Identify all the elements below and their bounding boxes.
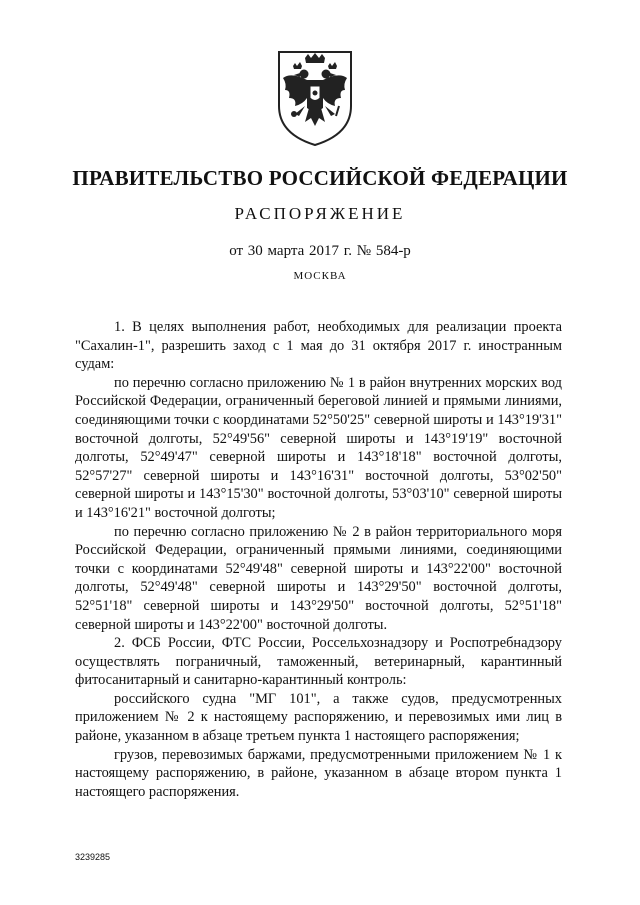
- paragraph-2: по перечню согласно приложению № 1 в район внутренних морских вод Российской Федерации, ограниченный береговой линией и прямыми линиями, соединяющими точки с координатами 52°50'25" северной широты и 143°19'31" восточной долготы, 52°49'56" северной широты и 143°19'19" восточной долготы, 52°49'47" северной широты и 143°18'18" восточной долготы, 52°57'27" северной широты и 143°16'31" восточной долготы, 53°02'50" северной широты и 143°15'30" восточной долготы, 53°03'10" северной широты и 143°16'21" восточной долготы;: [75, 374, 562, 521]
- government-title: ПРАВИТЕЛЬСТВО РОССИЙСКОЙ ФЕДЕРАЦИИ: [72, 166, 568, 190]
- document-body: [75, 318, 562, 801]
- document-type: РАСПОРЯЖЕНИЕ: [234, 204, 406, 223]
- document-date-number: от 30 марта 2017 г. № 584-р: [229, 243, 411, 259]
- russian-eagle-emblem-icon: [273, 48, 357, 148]
- paragraph-5: российского судна "МГ 101", а также судов, предусмотренных приложением № 2 к настоящему распоряжению, и перевозимых ими лиц в районе, указанном в абзаце третьем пункта 1 настоящего распоряжения;: [75, 690, 562, 745]
- document-city: МОСКВА: [293, 270, 347, 282]
- paragraph-4: 2. ФСБ России, ФТС России, Россельхознадзору и Роспотребнадзору осуществлять пограничный, таможенный, ветеринарный, карантинный фитосанитарный и санитарно-карантинный контроль:: [75, 635, 562, 689]
- paragraph-3: по перечню согласно приложению № 2 в район территориального моря Российской Федерации, ограниченный прямыми линиями, соединяющими точки с координатами 52°49'48" северной широты и 143°22'00" восточной долготы, 52°49'48" северной широты и 143°29'50" восточной долготы, 52°51'18" северной широты и 143°29'50" восточной долготы, 52°51'18" северной широты и 143°22'00" восточной долготы.: [75, 523, 562, 633]
- footer-document-code: 3239285: [75, 852, 111, 862]
- paragraph-6: грузов, перевозимых баржами, предусмотренными приложением № 1 к настоящему распоряжению, в районе, указанном в абзаце втором пункта 1 настоящего распоряжения.: [75, 746, 562, 800]
- paragraph-1: 1. В целях выполнения работ, необходимых для реализации проекта "Сахалин-1", разрешить заход с 1 мая до 31 октября 2017 г. иностранным судам:: [75, 319, 562, 373]
